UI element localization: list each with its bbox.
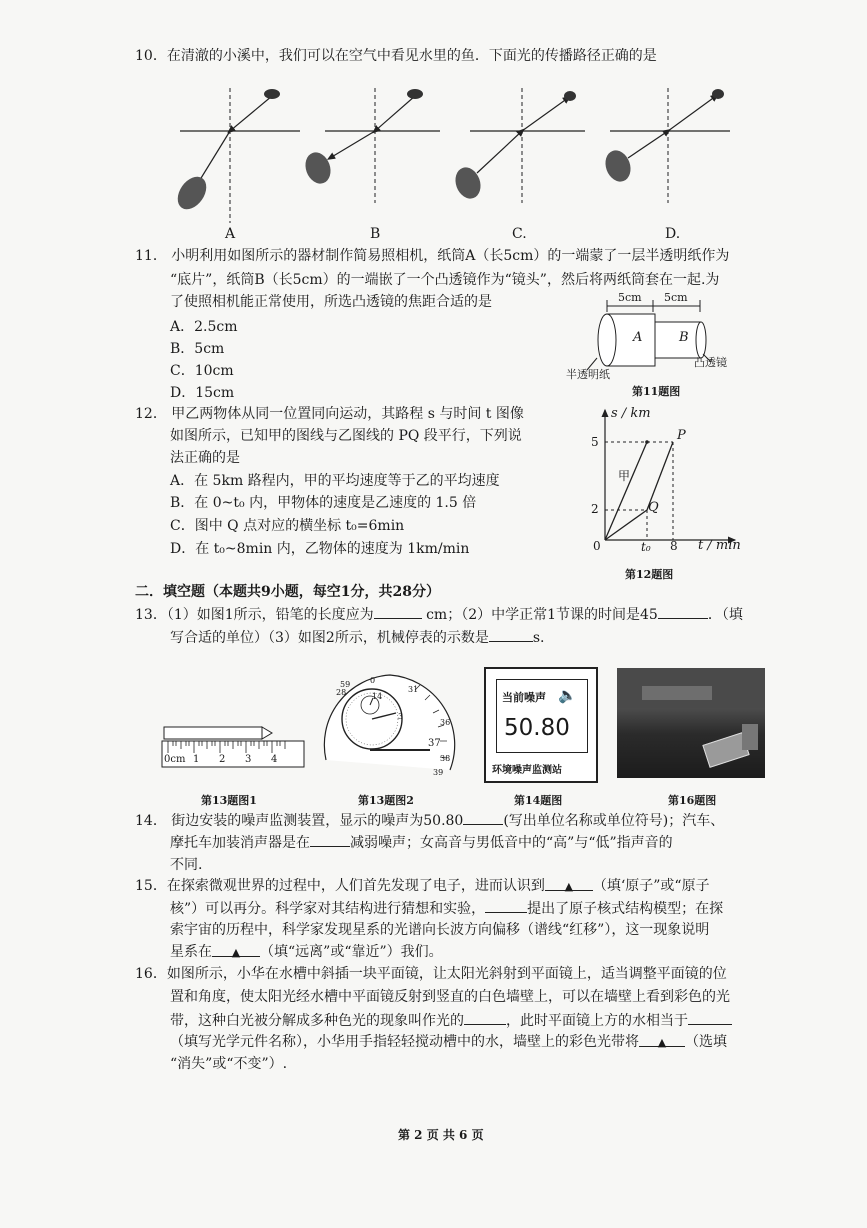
q11-label-a: A <box>633 330 643 345</box>
q12-xlabel: t / min <box>698 538 741 553</box>
q10-option-b: B <box>370 226 381 242</box>
q15-line1a: 15．在探索微观世界的过程中，人们首先发现了电子，进而认识到 <box>135 878 545 894</box>
q14-line1 <box>135 810 724 831</box>
q13-line1a: 13．（1）如图1所示，铅笔的长度应为 <box>135 607 374 623</box>
q11-lens-label: 凸透镜 <box>694 356 727 369</box>
q16-blank-3[interactable] <box>639 1032 685 1047</box>
stopwatch-num-38: 38 <box>440 754 451 763</box>
q12-option-a: A．在 5km 路程内，甲的平均速度等于乙的平均速度 <box>170 473 500 489</box>
stopwatch-num-0: 0 <box>370 676 376 685</box>
caption-13-1: 第13题图1 <box>201 794 257 807</box>
q12-option-b: B．在 0~t₀ 内，甲物体的速度是乙速度的 1.5 倍 <box>170 495 477 511</box>
ruler-tick-2: 2 <box>219 754 226 765</box>
q15-line4 <box>170 942 443 962</box>
stopwatch-num-37: 37 <box>428 738 441 749</box>
q14-line3: 不同. <box>170 857 203 873</box>
q12-line2: 如图所示，已知甲的图线与乙图线的 PQ 段平行，下列说 <box>170 428 522 444</box>
ruler-figure <box>160 715 310 775</box>
q10-option-b-diagram <box>301 88 440 203</box>
q14-line2b: 减弱噪声；女高音与男低音中的“高”与“低”指声音的 <box>350 835 673 851</box>
q16-triangle: ▲ <box>657 1036 667 1049</box>
ruler-tick-3: 3 <box>245 754 252 765</box>
q12-y2: 2 <box>591 502 599 516</box>
q12-line1: 12． 甲乙两物体从同一位置同向运动，其路程 s 与时间 t 图像 <box>135 406 524 422</box>
q11-label-b: B <box>679 330 689 345</box>
caption-16: 第16题图 <box>668 794 717 807</box>
stopwatch-num-28: 28 <box>336 688 347 697</box>
q15-triangle-1: ▲ <box>564 880 574 893</box>
q16-line4b: （选填 <box>685 1034 727 1050</box>
q15-line2a: 核”）可以再分。科学家对其结构进行猜想和实验， <box>170 901 486 917</box>
q16-line2: 置和角度，使太阳光经水槽中平面镜反射到竖直的白色墙壁上，可以在墙壁上看到彩色的光 <box>170 989 730 1005</box>
q15-line4b: （填“远离”或“靠近”）我们。 <box>260 944 443 960</box>
q11-option-c: C．10cm <box>170 363 234 379</box>
q10-option-d-diagram <box>601 88 730 203</box>
q12-q: Q <box>648 500 659 515</box>
q12-t0: t₀ <box>641 540 651 554</box>
q10-option-c-diagram <box>451 88 585 203</box>
q15-blank-2[interactable] <box>485 898 527 913</box>
noise-title: 当前噪声 <box>502 691 546 704</box>
q12-caption: 第12题图 <box>625 568 674 581</box>
q11-line2: “底片”，纸筒B（长5cm）的一端嵌了一个凸透镜作为“镜头”，然后将两纸筒套在一起.为 <box>170 272 720 288</box>
q16-line1: 16．如图所示，小华在水槽中斜插一块平面镜，让太阳光斜射到平面镜上，适当调整平面镜的位 <box>135 966 727 982</box>
q14-line2a: 摩托车加装消声器是在 <box>170 835 310 851</box>
q10-option-c: C. <box>512 226 527 242</box>
q14-line1b: (写出单位名称或单位符号)；汽车、 <box>503 813 725 829</box>
photo-light <box>642 686 712 700</box>
stopwatch-num-3: 3 <box>398 712 404 721</box>
q12-option-d: D．在 t₀~8min 内，乙物体的速度为 1km/min <box>170 541 470 557</box>
q12-st-graph <box>585 405 745 555</box>
q15-triangle-2: ▲ <box>231 946 241 959</box>
section-2-title: 二．填空题（本题共9小题，每空1分，共28分） <box>135 584 440 600</box>
q12-option-c: C．图中 Q 点对应的横坐标 t₀=6min <box>170 518 405 534</box>
q13-blank-3[interactable] <box>489 627 533 642</box>
stopwatch-num-39: 39 <box>433 768 444 777</box>
page-footer: 第 2 页 共 6 页 <box>398 1128 484 1142</box>
q12-x8: 8 <box>670 539 678 553</box>
q16-blank-1[interactable] <box>464 1010 506 1025</box>
stopwatch-num-59: 59 <box>340 680 351 689</box>
q12-jia: 甲 <box>618 469 631 483</box>
q15-line2 <box>170 898 723 919</box>
noise-value: 50.80 <box>504 715 570 741</box>
q11-caption: 第11题图 <box>632 385 681 398</box>
caption-13-2: 第13题图2 <box>358 794 414 807</box>
q12-ylabel: s / km <box>611 406 651 421</box>
q11-dim1: 5cm <box>618 291 642 304</box>
q12-origin: 0 <box>593 539 601 553</box>
speaker-icon: 🔈 <box>558 686 577 704</box>
ruler-tick-4: 4 <box>271 754 278 765</box>
q10-option-d: D. <box>665 226 681 242</box>
noise-monitor <box>484 667 598 783</box>
q12-p: P <box>677 428 686 443</box>
q13-line1c: ．（填 <box>707 607 743 623</box>
q11-paper-label: 半透明纸 <box>566 368 610 381</box>
stopwatch-num-31: 31 <box>408 685 419 694</box>
q10-option-a-diagram <box>172 88 300 223</box>
q15-blank-1[interactable] <box>545 876 593 891</box>
noise-station: 环境噪声监测站 <box>492 765 562 776</box>
q15-line2b: 提出了原子核式结构模型；在探 <box>527 901 724 917</box>
stopwatch-num-36: 36 <box>440 718 451 727</box>
q11-option-d: D．15cm <box>170 385 235 401</box>
q15-line1b: （填‘原子”或“原子 <box>592 878 710 894</box>
photo-stand <box>742 724 758 750</box>
water-tank-photo <box>617 668 765 778</box>
q13-blank-1[interactable] <box>374 604 422 619</box>
q11-line1: 11． 小明利用如图所示的器材制作简易照相机，纸筒A（长5cm）的一端蒙了一层半透明纸作为 <box>135 248 730 264</box>
q14-line2 <box>170 832 673 853</box>
q11-dim2: 5cm <box>664 291 688 304</box>
stopwatch-num-14: 14 <box>372 692 383 701</box>
q13-line2a: 写合适的单位）（3）如图2所示，机械停表的示数是 <box>170 630 489 646</box>
q11-option-a: A．2.5cm <box>170 319 238 335</box>
q14-blank-1[interactable] <box>463 810 503 825</box>
q12-y5: 5 <box>591 435 599 449</box>
q14-blank-2[interactable] <box>310 832 350 847</box>
q15-line1 <box>135 876 710 896</box>
q10-diagrams <box>150 78 750 223</box>
q16-line3 <box>170 1010 732 1031</box>
q16-line5: “消失”或“不变”）. <box>170 1056 288 1072</box>
q14-line1a: 14． 街边安装的噪声监测装置，显示的噪声为50.80 <box>135 813 464 829</box>
q15-blank-3[interactable] <box>212 942 260 957</box>
q16-line3a: 带，这种白光被分解成多种色光的现象叫作光的 <box>170 1013 464 1029</box>
q10-stem: 10．在清澈的小溪中，我们可以在空气中看见水里的鱼．下面光的传播路径正确的是 <box>135 48 657 64</box>
q15-line3: 索宇宙的历程中，科学家发现星系的光谱向长波方向偏移（谱线“红移”），这一现象说明 <box>170 922 710 938</box>
q16-line4a: （填写光学元件名称），小华用手指轻轻搅动槽中的水，墙壁上的彩色光带将 <box>170 1034 639 1050</box>
q16-blank-2[interactable] <box>688 1010 732 1025</box>
ruler-tick-1: 1 <box>193 754 200 765</box>
q13-line1 <box>135 604 743 625</box>
q13-line2b: s. <box>532 630 545 646</box>
ruler-tick-0: 0cm <box>164 754 186 765</box>
q13-line2 <box>170 627 544 648</box>
q12-line3: 法正确的是 <box>170 450 240 466</box>
q13-blank-2[interactable] <box>658 604 708 619</box>
q16-line4 <box>170 1032 727 1052</box>
q15-line4a: 星系在 <box>170 944 212 960</box>
q11-option-b: B．5cm <box>170 341 225 357</box>
q13-line1b: cm；（2）中学正常1节课的时间是45 <box>421 607 658 623</box>
caption-14: 第14题图 <box>514 794 563 807</box>
q16-line3b: ，此时平面镜上方的水相当于 <box>506 1013 688 1029</box>
q10-option-a: A <box>225 226 236 242</box>
q11-line3: 了使照相机能正常使用，所选凸透镜的焦距合适的是 <box>170 294 492 310</box>
